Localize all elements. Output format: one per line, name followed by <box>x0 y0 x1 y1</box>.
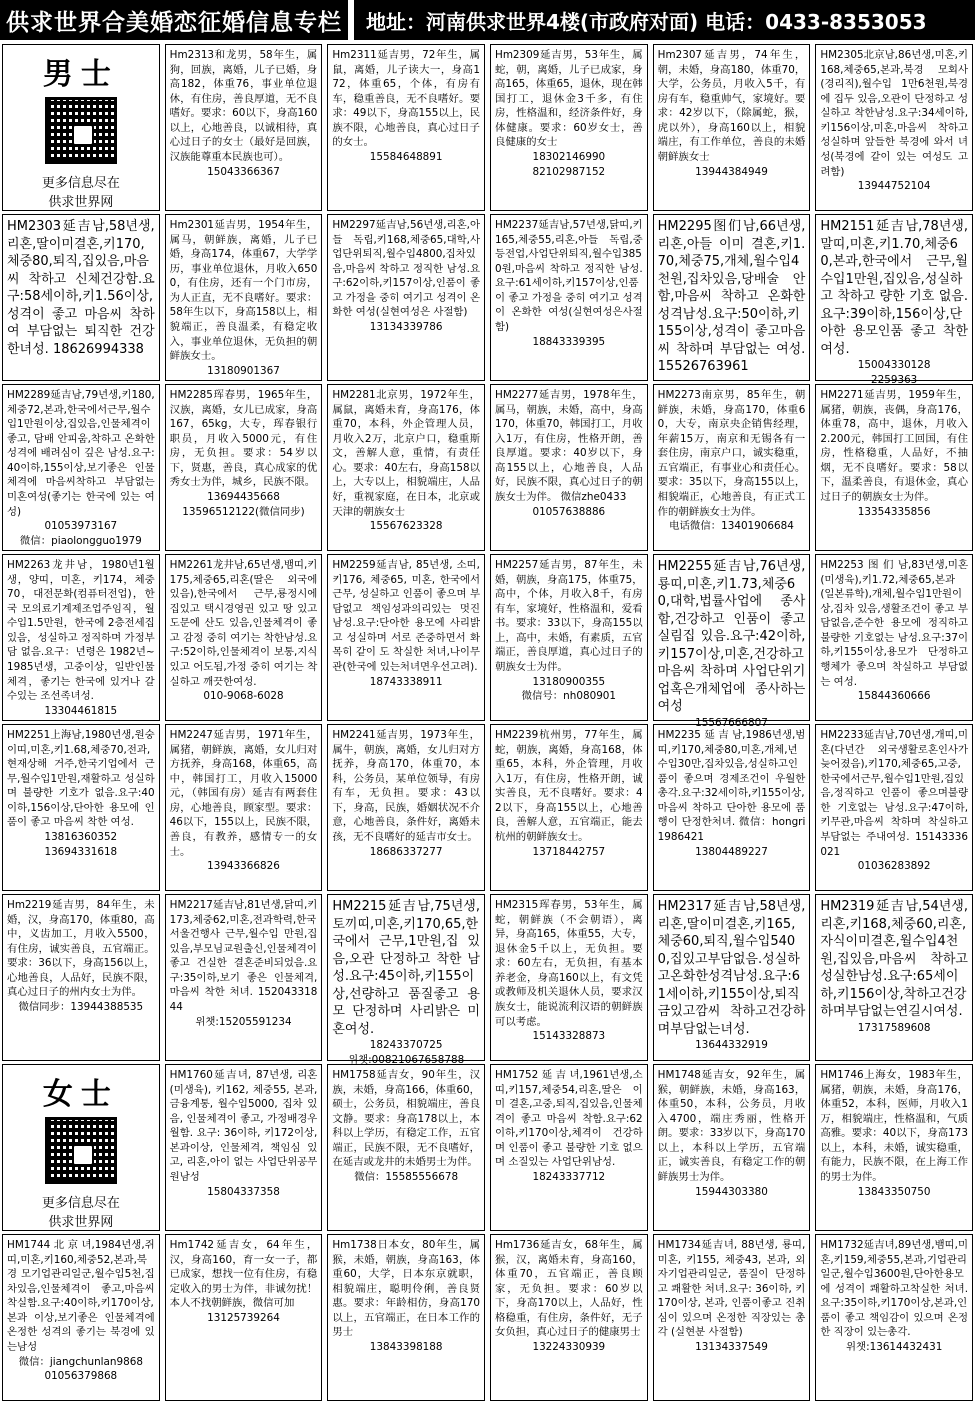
listing-contact: 微信：15585556678 <box>354 1170 459 1183</box>
listing-contact: 17317589608 <box>857 1021 931 1034</box>
listing-text: HM2277延吉男，1978年生，属马，朝族，未婚，高中，身高170，体重70，韩国打工，月收入1万，有住房，性格开朗，善良厚道。要求：40岁以下，身高155以上，心地善良，人品好，民族不限，真心过日子的朝族女士为伴。 微信zhe0433 <box>495 389 643 503</box>
listing-ad <box>815 384 973 551</box>
listing-ad <box>327 214 485 381</box>
listing-text: HM2273南京男，85年生，朝鲜族，未婚，身高170，体重60，大专，南京央企销售经理，年薪15万，南京和无锡各有一套住房，南京户口，诚实稳重，五官端正，有事业心和责任心。要求：35以下，身高155以上，相貌端正，心地善良，有正式工作的朝鲜族女士为伴。 <box>657 389 806 518</box>
listing-text: HM1744北京녀,1984년생,쥐띠,미혼,키160,체중52,본과,북경 모기업관리일군,월수입5천,집차있음,인물체격이 좋고,마음씨 착실함.요구:40이하,키170이상,본과 이상,보기좋은 인물체격에 온정한 성격의 좋기는 북경에 있는남성 <box>7 1239 155 1353</box>
listing-ad <box>327 1234 485 1401</box>
listing-contact: 15584648891 <box>369 150 443 163</box>
listing-contact-secondary: 13694331618 <box>44 845 118 858</box>
listing-ad <box>327 554 485 721</box>
header-divider <box>348 0 354 40</box>
listing-text: HM1758延吉女，90年生，汉族，未婚，身高166，体重60，硕士，公务员，相貌端庄，善良文静。要求：身高178以上，本科以上学历，有稳定工作，五官端正，民族不限，无不良嗜好，在延吉或龙井的未婚男士为伴。 <box>332 1069 480 1169</box>
listing-contact: 15944303380 <box>695 1185 768 1198</box>
listing-text: HM2289延吉남,79년생,키180,체중72,본과,한국에서근무,월수입1만원이상,집있음,인물체격이 좋고, 담배 안피움,착하고 온화한 성격에 배려심이 깊은 남성.요구:40이하,155이상,보기좋은 인물체격에 마음씨착하고 부담없는 미혼여성(좋기는 한국에 있는 여성) <box>7 389 155 518</box>
listing-ad <box>653 724 811 891</box>
listing-text: HM1748延吉女，92年生，属猴，朝鲜族，未婚，身高163，体重50，本科，公务员，月收入4700，端庄秀丽，性格开朗。要求：33岁以下，身高170以上，本科以上学历，五官端正，诚实善良，有稳定工作的朝鲜族男士为伴。 <box>657 1069 806 1183</box>
listing-ad <box>653 384 811 551</box>
listing-text: HM2303延吉남,58년생,리혼,딸이미결혼,키170,체중80,퇴직,집있음,마음씨 착하고 신체건강함.요구:58세이하,키1.56이상,성격이 좋고 마음씨 착하여 부담없는 퇴직한 건강한녀성. 18626994338 <box>7 219 155 357</box>
listing-text: HM2239杭州男，77年生，属蛇，朝族，离婚，身高168，体重65，本科，外企管理，月收入1万，有住房，性格开朗，诚实善良，无不良嗜好。要求：42以下，身高155以上，心地善良，善解人意，五官端正，能去杭州的朝鲜族女士。 <box>495 729 643 843</box>
listing-text: HM2247延吉男，1971年生，属猪，朝鲜族，离婚，女儿归对方抚养，身高168，体重65，高中，韩国打工，月收入15000元，（韩国有房）延吉有两套住房，心地善良，顾家型。要求：46以下，155以上，民族不限，善良，有教养，感情专一的女士。 <box>169 729 318 858</box>
page-title: 供求世界合美婚恋征婚信息专栏 <box>6 9 342 36</box>
listing-ad <box>653 1234 811 1401</box>
listing-contact: 위챗:13614432431 <box>846 1340 943 1353</box>
listing-contact: 18243370725 <box>369 1039 443 1052</box>
listing-contact: 13125739264 <box>207 1311 280 1324</box>
site-name-label: 供求世界网 <box>48 1215 114 1230</box>
listing-text: Hm2309延吉男，53年生，属蛇，朝，离婚，儿子已成家，身高165，体重65，退休，现在韩国打工，退休金3千多，有住房，性格温和，经济条件好，身体健康。要求：60岁女士，善良健康的女士 <box>495 49 643 149</box>
listing-ad <box>815 894 973 1061</box>
listing-ad <box>2 554 160 721</box>
listing-ad <box>327 1064 485 1231</box>
listing-text: Hm1742延吉女，64年生，汉，身高160，育一女一子，都已成家，想找一位有住房，有稳定收入的男士为伴，非诚勿扰！本人不找朝鲜族，微信可加 <box>169 1239 318 1310</box>
listing-ad <box>653 44 811 211</box>
listing-contact: 위챗:15205591234 <box>195 1015 292 1028</box>
listing-contact: 18302146990 <box>532 150 606 163</box>
listing-text: HM2235延吉남,1986년생,범띠,키170,체중80,미혼,개체,년수입30만,집차있음,성실하고인품이 좋으며 경제조건이 우월한 총각.요구:32세이하,키155이상,마음씨 착하고 단아한 용모에 품행이 단정한처녀. 微信：hongri1986421 <box>657 729 806 843</box>
listing-contact: 13804489227 <box>695 845 768 858</box>
listing-contact: 01036283892 <box>857 860 931 873</box>
listing-ad <box>2 724 160 891</box>
listing-contact: 010-9068-6028 <box>203 690 284 703</box>
listing-ad <box>2 214 160 381</box>
section-heading: 男士 <box>42 57 119 92</box>
listing-ad <box>490 214 648 381</box>
listing-text: HM2285珲春男，1965年生，汉族，离婚，女儿已成家，身高167，65kg，大专，珲春银行职员，月收入5000元，有住房，无负担。要求：54岁以下，贤惠，善良，真心成家的优秀女士为伴，城乡，民族不限。 <box>169 389 318 489</box>
listing-contact: 01053973167 <box>44 520 118 533</box>
listing-text: HM2217延吉남,81년생,닭띠,키173,체중62,미혼,전과학력,한국서울건행사 근무,월수입 만원,집있음,부모님교원출신,인물체격이 좋고 건실한 결혼준비되었음.요구:35이하,보기 좋은 인물체격,마음씨 착한 처녀. 15204331844 <box>169 899 318 1013</box>
listing-contact: 13816360352 <box>44 830 118 843</box>
listing-contact: 13180901367 <box>207 364 280 377</box>
section-heading: 女士 <box>42 1077 119 1112</box>
listing-contact: 13694435668 <box>207 490 280 503</box>
listing-text: HM2319延吉남,54년생,리혼,키168,체중60,리혼,자식이미결혼,월수입4천원,집있음,마음씨 착하고성실한남성.요구:65세이하,키156이상,착하고건강하며부담없는연길시여성. <box>820 899 968 1020</box>
listing-text: HM1732延吉녀,89년생,뱀띠,미혼,키159,체중55,본과,기업관리일군,월수입3600원,단아한용모에 성격이 쾌활하고착실한 처녀.요구:35이하,키170이상,본과,인품이 좋고 책임감이 있으며 온정한 직장이 있는총각. <box>820 1239 968 1339</box>
listing-ad <box>165 384 323 551</box>
listing-ad <box>327 44 485 211</box>
listing-contact: 15043366367 <box>207 165 280 178</box>
listing-ad <box>815 554 973 721</box>
listing-ad <box>653 1064 811 1231</box>
listing-contact: 13134337549 <box>695 1340 768 1353</box>
listing-contact: 13354335856 <box>857 505 931 518</box>
listing-text: HM2261龙井남,65년생,뱀띠,키175,체중65,리혼(딸은 외국에 있음),한국에서 근무,룡정시에 집있고 택시경영권 있고 땅 있고 도문에 산도 있음,인물체격이 좋고 감정 중히 여기는 착한남성.요구:52이하,인물체격이 보통,지식있고 어도됨,가정 중히 여기는 착실하고 깨끗한여성. <box>169 559 318 688</box>
listing-contact: 15844360666 <box>857 690 931 703</box>
page-header <box>0 0 975 40</box>
listing-text: HM2151延吉남,78년생,말띠,미혼,키1.70,체중60,본과,한국에서 근무,월수입1만원,집있음,성실하고 착하고 량한 기호 없음.요구:39이하,156이상,단아한 용모인품 좋고 착한 여성. <box>820 219 968 357</box>
listing-text: HM2305北京남,86년생,미혼,키168,체중65,본과,북경 모회사(경리직),월수입 1만6천원,북경에 집두 있음,오관이 단정하고 성실하고 착한남성.요구:34세이하,키156이상,미혼,마음씨 착하고 성실하며 앞들한 북경에 와서 녀성(북경에 같이 있는 여성도 고려함) <box>820 49 968 178</box>
listing-contact: 13943366826 <box>207 860 280 873</box>
listing-text: HM2317延吉남,58년생,리혼,딸이미결혼,키165,체중60,퇴직,월수입5400,집있고부담없음.성실하고온화한성격남성.요구:61세이하,키155이상,퇴직금있고깜씨 착하고건강하며부담없는녀성. <box>657 899 806 1037</box>
listing-contact: 13718442757 <box>532 845 606 858</box>
listing-text: HM2257延吉男，87年生，未婚，朝族，身高175，体重75，高中，个体，月收入8千，有房有车，家境好，性格温和，爱看书。要求：33以下，身高155以上，高中，未婚，有素质，五官端正，善良厚道，真心过日子的朝族女士为伴。 <box>495 559 643 673</box>
listing-text: HM2237延吉남,57년생,닭띠,키165,체중55,리혼,아들 독립,중등전업,사업단위퇴직,월수입3850원,마음씨 착하고 정직한 남성.요구:61세이하,키157이상,인품이 좋고 가정을 중히 여기고 성격이 온화한 여성(실현여성은사절함) <box>495 219 643 333</box>
listing-contact: 13304461815 <box>44 704 118 717</box>
listing-text: Hm2219延吉男，84年生，未婚，汉，身高170，体重80，高中，义齿加工，月收入5500，有住房，诚实善良，五官端正。要求：36以下，身高156以上，心地善良，人品好，民族不限，真心过日子的州内女士为伴。 <box>7 899 155 999</box>
listing-ad <box>653 894 811 1061</box>
more-info-label: 更多信息尽在 <box>41 176 120 191</box>
listing-contact-secondary: 2259363 <box>871 373 918 386</box>
listing-contact: 13944384949 <box>695 165 768 178</box>
qr-code-icon <box>45 97 117 164</box>
listing-contact: 15004330128 <box>857 359 931 372</box>
female-section-badge <box>2 1064 160 1231</box>
listing-ad <box>815 214 973 386</box>
listing-text: HM2215延吉남,75년생,토끼띠,미혼,키170,65,한국에서 근무,1만원,집 있음,오관 단정하고 착한 남성.요구:45이하,키155이상,선량하고 품질좋고 용모 단정하며 사리밝은 미혼여성. <box>332 899 480 1037</box>
listing-ad <box>165 1234 323 1401</box>
listing-ad <box>327 894 485 1066</box>
listing-ad <box>490 554 648 721</box>
listing-text: HM1752延吉녀,1961년생,소띠,키157,체중54,리혼,딸은 이미 결혼,고중,퇴직,집있음,인물체격이 좋고 마음씨 착함.요구:62이하,키170이상,체격이 건강하며 인품이 좋고 불량한 기호 없으며 소질있는 사업단위남성. <box>495 1069 643 1169</box>
listing-text: HM1760延吉녀, 87년생, 리혼(미생육), 키162, 체중55, 본과, 금융계통, 월수입5000, 집차 있음, 인물체격이 좋고, 가정배경우월함. 요구: 36이하, 키172이상, 본과이상, 인물체격, 책임심 있고, 리혼,아이 없는 사업단위공무원남성 <box>169 1069 318 1183</box>
listing-contact-secondary: 微信：piaolongguo1979 <box>19 534 142 547</box>
listing-grid <box>2 44 973 1401</box>
listing-text: HM2315珲春男，53年生，属蛇，朝鲜族（不会朝语），离异，身高165，体重55，大专，退休金5千以上，无负担。要求：60左右，无负担，有基本养老金，身高160以上，有文凭或教师及机关退休人员，要求汉族女士，能说流利汉语的朝鲜族可以考虑。 <box>495 899 643 1028</box>
listing-contact: 13134339786 <box>369 320 443 333</box>
listing-contact: 13224330939 <box>532 1340 606 1353</box>
listing-contact: 微信同步：13944388535 <box>18 1000 144 1013</box>
listing-ad <box>165 44 323 211</box>
listing-ad <box>490 44 648 211</box>
listing-ad <box>490 894 648 1061</box>
listing-text: Hm2311延吉男，72年生，属鼠，离婚，儿子读大一，身高172，体重65，个体，有房有车，稳重善良，无不良嗜好。要求：49以下，身高155以上，民族不限，心地善良，真心过日子的女士。 <box>332 49 480 149</box>
listing-text: Hm1736延吉女，68年生，属猴，汉，离婚未育，身高160，体重70，五官端正，善良顾家，无负担。要求：60岁以下，身高170以上，人品好，性格稳重，有住房，条件好，无子女负担，真心过日子的健康男士 <box>495 1239 643 1339</box>
listing-text: HM2271延吉男，1959年生，属猪，朝族，丧偶，身高176，体重78，高中，退休，月收入2.200元，韩国打工回国，有住房，性格稳重，人品好，不抽烟，无不良嗜好。要求：58以下，温柔善良，有退休金，真心过日子的朝族女士为伴。 <box>820 389 968 503</box>
site-name-label: 供求世界网 <box>48 195 114 210</box>
listing-ad <box>165 1064 323 1231</box>
listing-text: HM2255延吉남,76년생,룡띠,미혼,키1.73,체중60,대학,법률사업에 종사함,건강하고 인품이 좋고 실림집 있음.요구:42이하,키157이상,미혼,건강하고 마음씨 착하며 사업단위기업혹은개체업에 종사하는 여성 <box>657 559 806 715</box>
listing-ad <box>490 384 648 551</box>
listing-ad <box>165 214 323 381</box>
listing-text: Hm2301延吉男，1954年生，属马，朝鲜族，离婚，儿子已婚，身高174，体重67，大学学历，事业单位退休，月收入6500，有住房，还有一个门市房，为人正直，无不良嗜好。要求：58年生以下，身高158以上，相貌端正，善良温柔，有稳定收入，事业单位退休，无负担的朝鲜族女士。 <box>169 219 318 363</box>
listing-ad <box>2 384 160 551</box>
listing-ad <box>165 724 323 891</box>
listing-text: HM2295图们남,66년생,리혼,아들 이미 결혼,키1.70,체중75,개체,월수입4천원,집차있음,당배술 안함,마음씨 착하고 온화한 성격남성.요구:50이하,키155이상,성격이 좋고마음씨 착하며 부담없는 여성. 15526763961 <box>657 219 806 375</box>
male-section-badge <box>2 44 160 211</box>
listing-contact: 13644332919 <box>695 1039 768 1052</box>
listing-ad <box>815 724 973 891</box>
listing-text: Hm2313和龙男，58年生，属狗，回族，离婚，儿子已婚，身高182，体重76，事业单位退休，有住房，善良厚道，无不良嗜好。要求：60以下，身高160以上，心地善良，以诚相待，真心过日子的女士（最好是回族，汉族能尊重本民族也可）。 <box>169 49 318 163</box>
listing-contact: 15804337358 <box>207 1185 280 1198</box>
listing-text: HM2241延吉男，1973年生，属牛，朝族，离婚，女儿归对方抚养，身高170，体重70，本科，公务员，某单位领导，有房有车，无负担。要求：43以下，身高，民族，婚姻状况不介意，心地善良，条件好，离婚未孩，无不良嗜好的延吉市女士。 <box>332 729 480 843</box>
listing-ad <box>490 1234 648 1401</box>
listing-contact: 13843350750 <box>857 1185 931 1198</box>
listing-contact: 13944752104 <box>857 180 931 193</box>
listing-contact: 18743338911 <box>369 675 443 688</box>
listing-text: HM2251上海남,1980년생,원숭이띠,미혼,키1.68,체중70,전과,현재상해 거주,한국기업에서 근무,월수입1만원,재활하고 성실하며 불량한 기호가 없음.요구:40이하,156이상,단아한 용모에 인품이 좋고 마음씨 착한 여성. <box>7 729 155 829</box>
listing-contact: 01057638886 <box>532 505 606 518</box>
listing-contact: 13180900355 <box>532 675 606 688</box>
listing-ad <box>490 1064 648 1231</box>
listing-contact: 18686337277 <box>369 845 443 858</box>
listing-text: HM1746上海女，1983年生，属猪，朝族，未婚，身高176，体重52，本科，医师，月收入1万，相貌端庄，性格温和，气质高雅。要求：40以下，身高173以上，本科，未婚，诚实稳重，有能力，民族不限，在上海工作的男士为伴。 <box>820 1069 968 1183</box>
listing-contact: 15567666807 <box>695 716 768 729</box>
listing-ad <box>653 554 811 729</box>
listing-text: Hm1738日本女，80年生，属猴，未婚，朝族，身高163，体重60，大学，日本东京就职，相貌端庄，聪明伶俐，善良贤惠。要求：年龄相仿，身高170以上，五官端正，在日本工作的男士 <box>332 1239 480 1339</box>
listing-contact-secondary: 82102987152 <box>532 165 606 178</box>
listing-ad <box>815 44 973 211</box>
listing-ad <box>2 1234 160 1401</box>
listing-ad <box>165 894 323 1061</box>
header-contact: 地址：河南供求世界4楼(市政府对面) 电话：0433-8353053 <box>366 9 927 34</box>
listing-contact: 15143328873 <box>532 1030 606 1043</box>
listing-text: HM2297延吉남,56년생,리혼,아들 독립,키168,체중65,대학,사업단위퇴직,월수입4800,집차있음,마음씨 착하고 정직한 남성.요구:62이하,키157이상,인품이 좋고 가정을 중히 여기고 성격이 온화한 여성(실현여성은 사절함) <box>332 219 480 319</box>
listing-contact-secondary: 위챗:00821067658788 <box>348 1053 465 1066</box>
listing-ad <box>653 214 811 381</box>
listing-contact: 微信：jiangchunlan9868 <box>18 1355 143 1368</box>
listing-text: HM2281北京男，1972年生，属鼠，离婚未育，身高176，体重70，本科，外企管理人员，月收入2万，北京户口，稳重斯文，善解人意，重情，有责任心。要求：40左右，身高158以上，大专以上，相貌端庄，人品好，重视家庭，在日本，北京或天津的朝族女士 <box>332 389 480 518</box>
listing-contact-secondary: 微信号：nh080901 <box>521 690 617 703</box>
listing-ad <box>2 894 160 1061</box>
listing-contact: 18843339395 <box>532 335 606 348</box>
listing-text: HM2233延吉남,70년생,개띠,미혼(다년간 외국생활로혼인사가 늦어졌음),키170,체중65,고중,한국에서근무,월수입1만원,집있음,정직하고 인품이 좋으며불량한 기호없는 남성.요구:47이하,키무관,마음씨 착하며 착실하고 부담없는 주내여성. 15143336021 <box>820 729 968 858</box>
qr-code-icon <box>45 1117 117 1184</box>
listing-text: HM1734延吉녀, 88년생, 룡띠, 미혼, 키155, 체중43, 본과, 외자기업관리일군, 품질이 단정하고 쾌활한 처녀.요구: 36이하, 키170이상, 본과, 인품이좋고 진취심이 있으며 온정한 직장있는 총각 (실현분 사절함) <box>657 1239 806 1339</box>
listing-contact-secondary: 01056379868 <box>44 1370 118 1383</box>
listing-contact: 13843398188 <box>369 1340 443 1353</box>
listing-text: HM2253图们남,83년생,미혼(미생육),키1.72,체중65,본과(일본류학),개체,월수입1만원이상,집차 있음,생활조건이 좋고 부담없음,준수한 용모에 정직하고 불량한 기호없는 남성.요구:37이하,키155이상,용모가 단정하고 행체가 좋으며 착실하고 부담없는 여성. <box>820 559 968 688</box>
listing-contact: 18243337712 <box>532 1170 606 1183</box>
more-info-label: 更多信息尽在 <box>41 1196 120 1211</box>
listing-text: HM2263龙井남，1980년1월생，양띠，미혼，키174，체중70，대전문화(컴퓨터전업)，한국 모의료기계제조업주임직，월수입1.5만원，한국에 2층전세집 있음，성실하고 정직하며 가정부담 없음.요구：년령은 1982년~1985년생，고중이상，일반인물체격，좋기는 한국에 있거나 갈수있는 조선족녀성. <box>7 559 155 703</box>
listing-ad <box>490 724 648 891</box>
listing-text: Hm2307延吉男，74年生，朝，未婚，身高180，体重70，大学，公务员，月收入5千，有房有车，稳重帅气，家境好。要求：42岁以下，（除属蛇，猴，虎以外），身高160以上，相貌端庄，有工作单位，善良的未婚朝鲜族女士 <box>657 49 806 163</box>
listing-ad <box>815 1234 973 1401</box>
listing-ad <box>327 724 485 891</box>
listing-ad <box>815 1064 973 1231</box>
listing-contact: 15567623328 <box>369 520 443 533</box>
listing-ad <box>327 384 485 551</box>
listing-contact: 电话微信：13401906684 <box>669 520 794 533</box>
listing-text: HM2259延吉남, 85년생, 소띠, 키176, 체중65, 미혼, 한국에서 근무, 성실하고 인품이 좋으며 부담없고 책임성과의리있는 멋진 남성.요구:단아한 용모에 사리밝고 성실하며 서로 존중하면서 화목히 같이 도 착실한 처녀,나이무관(한국에 있는처녀면우선고려). <box>332 559 480 673</box>
listing-contact-secondary: 13596512122(微信同步) <box>182 505 305 518</box>
listing-ad <box>165 554 323 721</box>
